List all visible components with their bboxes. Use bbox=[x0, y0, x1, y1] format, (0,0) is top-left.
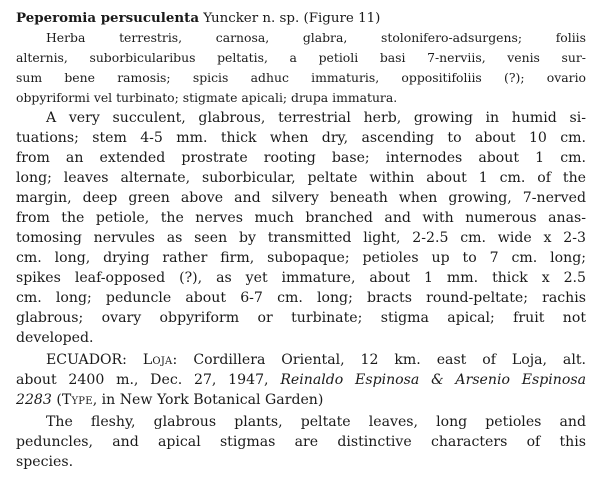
remarks-line: The fleshy, glabrous plants, peltate leaves, long petioles and bbox=[46, 414, 586, 430]
latin-line: alternis, suborbicularibus peltatis, a petioli basi 7-nerviis, venis sur- bbox=[16, 50, 586, 65]
description-line: glabrous; ovary obpyriform or turbinate; stigma apical; fruit not bbox=[16, 310, 586, 326]
species-heading bbox=[16, 8, 380, 28]
specimen-locality: Cordillera Oriental, 12 km. east of Loja, alt. bbox=[193, 352, 586, 368]
type-rest: , in New York Botanical Garden) bbox=[92, 392, 324, 408]
description-line: cm. long; peduncle about 6-7 cm. long; bracts round-peltate; rachis bbox=[16, 290, 586, 306]
description-line: spikes leaf-opposed (?), as yet immature, about 1 mm. thick x 2.5 bbox=[16, 270, 586, 286]
specimen-line bbox=[16, 370, 586, 390]
description-line: developed. bbox=[16, 330, 94, 346]
specimen-line bbox=[16, 390, 323, 410]
type-label: Type bbox=[61, 392, 93, 408]
specimen-collectors: Reinaldo Espinosa & Arsenio Espinosa bbox=[280, 372, 586, 388]
species-name: Peperomia persuculenta bbox=[16, 10, 199, 26]
figure-reference: (Figure 11) bbox=[303, 11, 381, 26]
type-open: ( bbox=[56, 392, 62, 408]
specimen-province: Loja: bbox=[142, 352, 178, 368]
description-line: long; leaves alternate, suborbicular, peltate within about 1 cm. of the bbox=[16, 170, 586, 186]
latin-line: sum bene ramosis; spicis adhuc immaturis, oppositifoliis (?); ovario bbox=[16, 70, 586, 85]
specimen-country: ECUADOR: bbox=[46, 352, 127, 368]
species-authority: Yuncker n. sp. bbox=[203, 11, 300, 26]
latin-line: Herba terrestris, carnosa, glabra, stolonifero-adsurgens; foliis bbox=[46, 30, 586, 45]
description-line: A very succulent, glabrous, terrestrial herb, growing in humid si- bbox=[46, 110, 586, 126]
description-line: tuations; stem 4-5 mm. thick when dry, ascending to about 10 cm. bbox=[16, 130, 586, 146]
description-line: tomosing nervules as seen by transmitted light, 2-2.5 cm. wide x 2-3 bbox=[16, 230, 586, 246]
description-line: from the petiole, the nerves much branched and with numerous anas- bbox=[16, 210, 586, 226]
description-line: from an extended prostrate rooting base; internodes about 1 cm. bbox=[16, 150, 586, 166]
description-line: margin, deep green above and silvery beneath when growing, 7-nerved bbox=[16, 190, 586, 206]
remarks-line: species. bbox=[16, 454, 74, 470]
remarks-line: peduncles, and apical stigmas are distinctive characters of this bbox=[16, 434, 586, 450]
latin-line: obpyriformi vel turbinato; stigmate apicali; drupa immatura. bbox=[16, 90, 398, 105]
specimen-elevation-date: about 2400 m., Dec. 27, 1947, bbox=[16, 372, 269, 388]
specimen-number: 2283 bbox=[16, 392, 52, 408]
specimen-line bbox=[46, 350, 586, 370]
description-line: cm. long, drying rather firm, subopaque; petioles up to 7 cm. long; bbox=[16, 250, 586, 266]
